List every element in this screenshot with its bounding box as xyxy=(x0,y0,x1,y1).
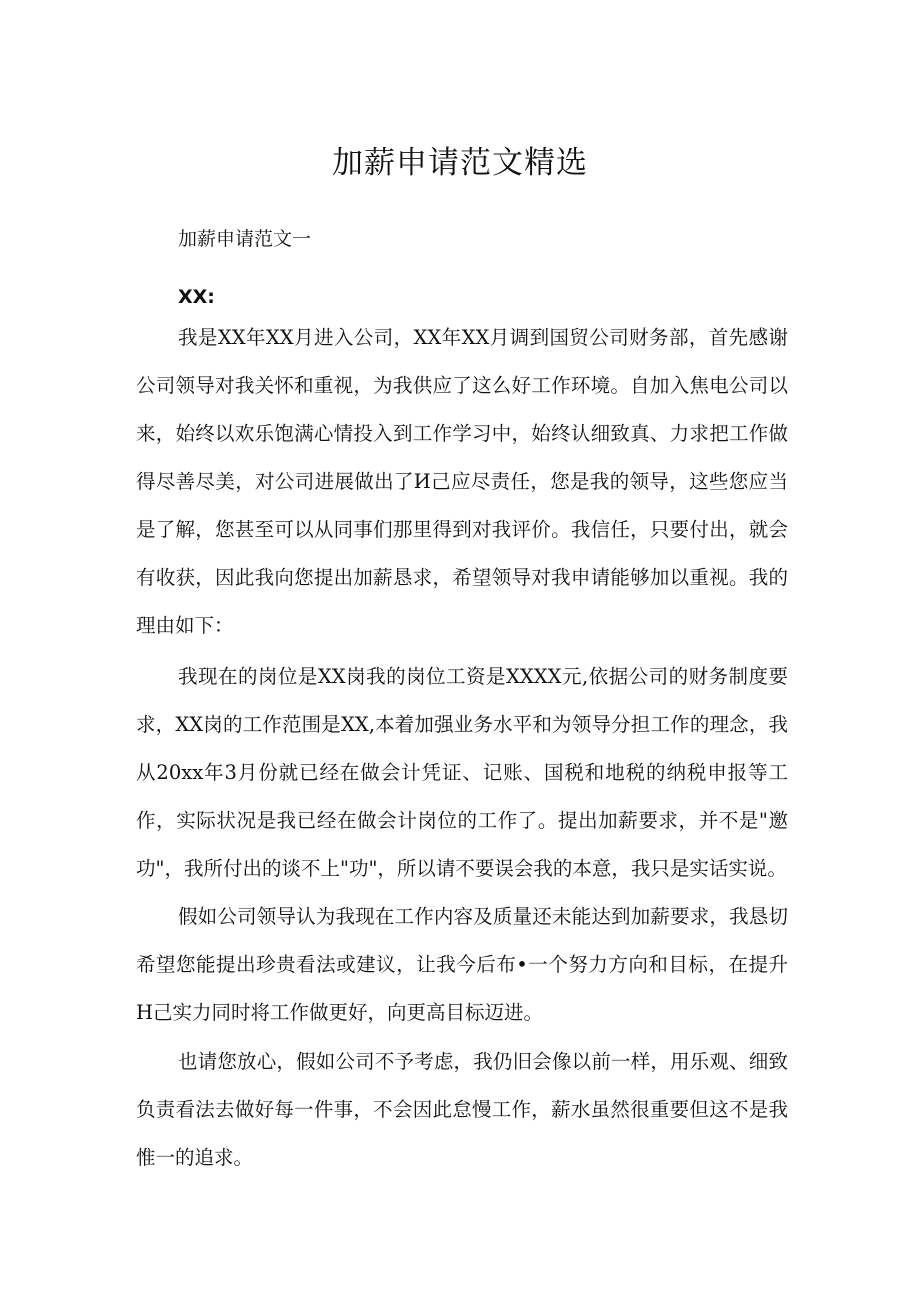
body-paragraph: 也请您放心，假如公司不予考虑，我仍旧会像以前一样，用乐观、细致负责看法去做好每一件事，不会因此怠慢工作，薪水虽然很重要但这不是我惟一的追求。 xyxy=(136,1050,788,1169)
body-paragraph: 我是XX年XX月进入公司，XX年XX月调到国贸公司财务部，首先感谢公司领导对我关怀和重视，为我供应了这么好工作环境。自加入焦电公司以来，始终以欢乐饱满心情投入到工作学习中，始终认细致真、力求把工作做得尽善尽美，对公司进展做出了И己应尽责任，您是我的领导，这些您应当是了解，您甚至可以从同事们那里得到对我评价。我信任，只要付出，就会有收获，因此我向您提出加薪恳求，希望领导对我申请能够加以重视。我的理由如下： xyxy=(136,326,788,637)
document-subtitle: 加薪申请范文一 xyxy=(178,228,312,250)
body-paragraph: 假如公司领导认为我现在工作内容及质量还未能达到加薪要求，我恳切希望您能提出珍贵看法或建议，让我今后布•一个努力方向和目标，在提升H己实力同时将工作做更好，向更高目标迈进。 xyxy=(136,905,788,1024)
document-title: 加薪申请范文精选 xyxy=(332,145,588,181)
salutation: XX: xyxy=(178,286,215,308)
body-paragraph: 我现在的岗位是XX岗我的岗位工资是XXXX元,依据公司的财务制度要求，XX岗的工作范围是XX,本着加强业务水平和为领导分担工作的理念，我从20xx年3月份就已经在做会计凭证、记账、国税和地税的纳税申报等工作，实际状况是我已经在做会计岗位的工作了。提出加薪要求，并不是"邀功"，我所付出的谈不上"功"，所以请不要误会我的本意，我只是实话实说。 xyxy=(136,665,788,880)
